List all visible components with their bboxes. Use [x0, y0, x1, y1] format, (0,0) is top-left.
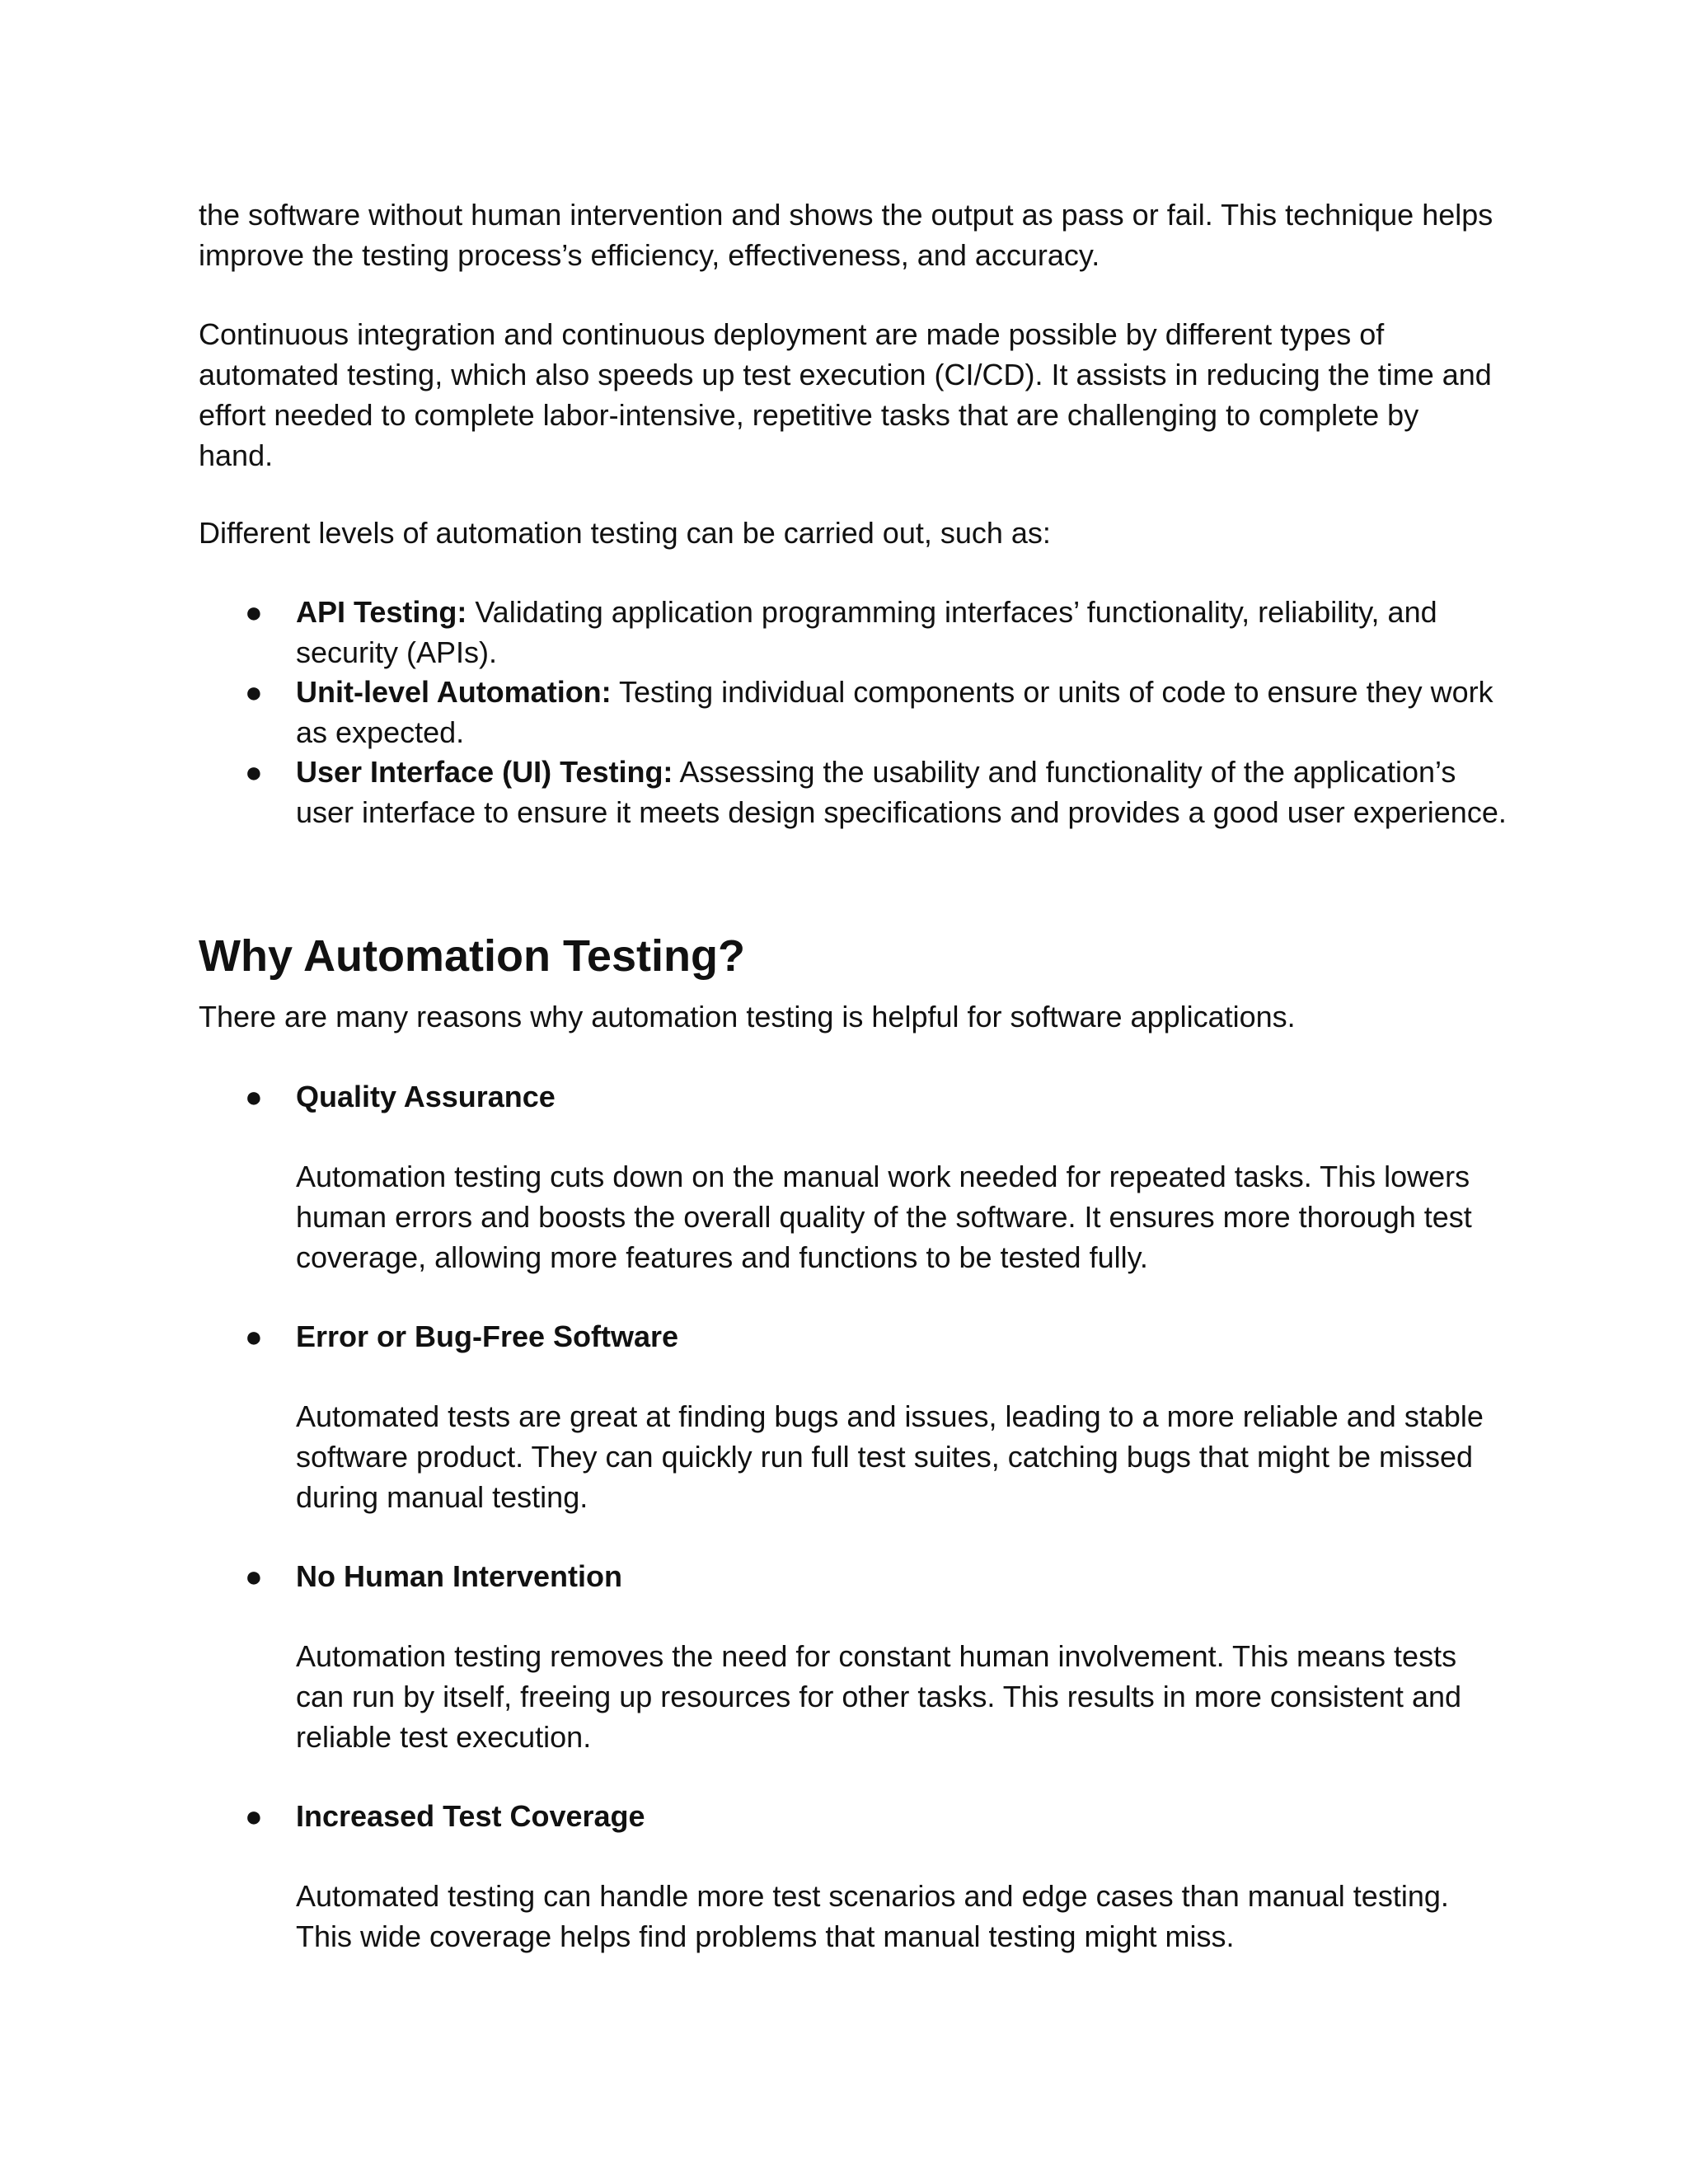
list-item-text: Testing individual components or units of code to ensure they work as expected. [296, 675, 1493, 749]
reason-title: Quality Assurance [296, 1080, 556, 1113]
bullet-icon: ● [245, 595, 263, 629]
reason-title-no-human-intervention [245, 1556, 1507, 1596]
reason-text-quality-assurance: Automation testing cuts down on the manual work needed for repeated tasks. This lowers human errors and boosts the overall quality of the software. It ensures more thorough test coverage, allowing more features and functions to be tested fully. [296, 1160, 1472, 1274]
bullet-icon: ● [245, 1080, 263, 1113]
list-item-term: API Testing: [296, 595, 467, 629]
reason-title-increased-test-coverage [245, 1796, 1507, 1836]
reason-text-bug-free-software: Automated tests are great at finding bugs and issues, leading to a more reliable and stable software product. They can quickly run full test suites, catching bugs that might be missed during manual testing. [296, 1399, 1484, 1514]
list-item-term: Unit-level Automation: [296, 675, 612, 709]
section-intro: There are many reasons why automation testing is helpful for software applications. [199, 1000, 1296, 1033]
list-item-text: Assessing the usability and functionality of the application’s user interface to ensure it meets design specifications and provides a good user experience. [296, 755, 1507, 829]
reason-title-quality-assurance [245, 1076, 1507, 1117]
intro-paragraph-3: Different levels of automation testing can be carried out, such as: [199, 516, 1051, 550]
reason-text-increased-test-coverage: Automated testing can handle more test scenarios and edge cases than manual testing. This wide coverage helps find problems that manual testing might miss. [296, 1879, 1449, 1953]
list-item-ui-testing [245, 752, 1507, 832]
list-item-text: Validating application programming interfaces’ functionality, reliability, and security (APIs). [296, 595, 1437, 669]
bullet-icon: ● [245, 1799, 263, 1833]
list-item-api-testing [245, 592, 1507, 673]
bullet-icon: ● [245, 1319, 263, 1353]
bullet-icon: ● [245, 675, 263, 709]
bullet-icon: ● [245, 755, 263, 789]
reason-title-bug-free-software [245, 1316, 1507, 1357]
reason-text-no-human-intervention: Automation testing removes the need for constant human involvement. This means tests can run by itself, freeing up resources for other tasks. This results in more consistent and reliable test execution. [296, 1639, 1462, 1754]
reason-title: No Human Intervention [296, 1559, 623, 1593]
intro-paragraph-2: Continuous integration and continuous deployment are made possible by different types of automated testing, which also speeds up test execution (CI/CD). It assists in reducing the time and effort needed to complete labor-intensive, repetitive tasks that are challenging to complete by hand. [199, 317, 1492, 472]
section-heading: Why Automation Testing? [199, 931, 745, 981]
list-item-term: User Interface (UI) Testing: [296, 755, 673, 789]
reason-title: Increased Test Coverage [296, 1799, 645, 1833]
list-item-unit-level-automation [245, 672, 1507, 752]
intro-paragraph-1: the software without human intervention and shows the output as pass or fail. This technique helps improve the testing process’s efficiency, effectiveness, and accuracy. [199, 198, 1493, 272]
bullet-icon: ● [245, 1559, 263, 1593]
reason-title: Error or Bug-Free Software [296, 1319, 679, 1353]
